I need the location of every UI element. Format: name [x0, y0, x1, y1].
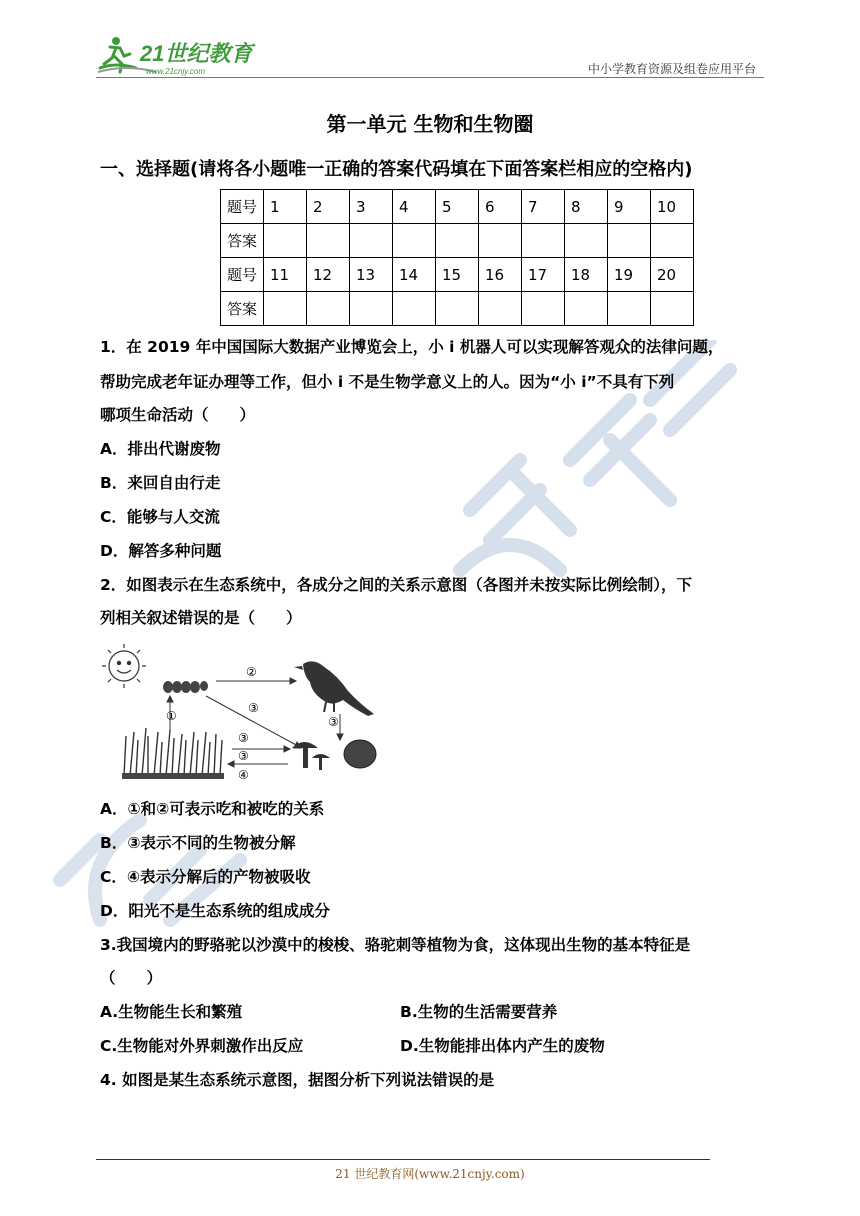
arrowhead	[284, 746, 290, 752]
figure-label: ③	[248, 701, 259, 715]
table-cell: 5	[436, 190, 479, 224]
table-row	[221, 292, 694, 326]
watermark-lower	[40, 760, 280, 960]
footer-text: 21 世纪教育网(www.21cnjy.com)	[335, 1167, 525, 1181]
table-cell: 4	[393, 190, 436, 224]
answer-cell[interactable]	[565, 224, 608, 258]
arrowhead	[337, 734, 343, 740]
row-label: 答案	[221, 224, 264, 258]
q3-stem-line1: 3.我国境内的野骆驼以沙漠中的梭梭、骆驼刺等植物为食，这体现出生物的基本特征是	[100, 936, 691, 954]
table-cell: 14	[393, 258, 436, 292]
table-cell: 19	[608, 258, 651, 292]
q3-option-c: C.生物能对外界刺激作出反应	[100, 1037, 304, 1055]
table-cell: 15	[436, 258, 479, 292]
q1-stem-line3: 哪项生命活动（ ）	[100, 406, 256, 424]
figure-label: ④	[238, 768, 249, 782]
logo-text: 21世纪教育	[140, 41, 253, 66]
q1-option-b: B．来回自由行走	[100, 474, 221, 492]
answer-cell[interactable]	[608, 224, 651, 258]
table-row	[221, 258, 694, 292]
q1-option-a: A．排出代谢废物	[100, 440, 221, 458]
q3-stem-line2: （ ）	[100, 969, 163, 987]
answer-cell[interactable]	[307, 292, 350, 326]
table-cell: 6	[479, 190, 522, 224]
table-cell: 18	[565, 258, 608, 292]
table-cell: 12	[307, 258, 350, 292]
arrowhead	[228, 761, 234, 767]
table-cell: 7	[522, 190, 565, 224]
header-divider	[96, 77, 764, 78]
sun-icon	[102, 644, 146, 688]
bird-icon	[294, 661, 374, 716]
answer-cell[interactable]	[393, 292, 436, 326]
q2-option-d: D．阳光不是生态系统的组成成分	[100, 902, 330, 920]
answer-cell[interactable]	[307, 224, 350, 258]
q3-option-b: B.生物的生活需要营养	[400, 1003, 558, 1021]
ecosystem-figure	[98, 636, 394, 782]
figure-label: ②	[246, 665, 257, 679]
q2-option-a: A．①和②可表示吃和被吃的关系	[100, 800, 325, 818]
figure-label: ③	[238, 749, 249, 763]
table-cell: 8	[565, 190, 608, 224]
table-cell: 11	[264, 258, 307, 292]
table-cell: 16	[479, 258, 522, 292]
decomposer-icon	[344, 740, 376, 768]
footer-divider	[96, 1159, 710, 1160]
table-row	[221, 224, 694, 258]
answer-cell[interactable]	[522, 224, 565, 258]
table-cell: 2	[307, 190, 350, 224]
q4-stem-line1: 4. 如图是某生态系统示意图，据图分析下列说法错误的是	[100, 1071, 495, 1089]
arrowhead	[167, 696, 173, 702]
answer-cell[interactable]	[608, 292, 651, 326]
q1-option-d: D．解答多种问题	[100, 542, 222, 560]
answer-cell[interactable]	[350, 292, 393, 326]
figure-label: ①	[166, 709, 177, 723]
q2-option-c: C．④表示分解后的产物被吸收	[100, 868, 311, 886]
logo	[96, 34, 266, 78]
answer-cell[interactable]	[565, 292, 608, 326]
answer-cell[interactable]	[264, 224, 307, 258]
row-label: 题号	[221, 258, 264, 292]
table-row	[221, 190, 694, 224]
answer-cell[interactable]	[522, 292, 565, 326]
platform-label: 中小学教育资源及组卷应用平台	[587, 62, 756, 76]
q3-option-d: D.生物能排出体内产生的废物	[400, 1037, 605, 1055]
table-cell: 9	[608, 190, 651, 224]
figure-label: ③	[238, 731, 249, 745]
figure-label: ③	[328, 715, 339, 729]
table-cell: 3	[350, 190, 393, 224]
answer-cell[interactable]	[264, 292, 307, 326]
q2-option-b: B．③表示不同的生物被分解	[100, 834, 296, 852]
table-cell: 1	[264, 190, 307, 224]
grass-icon	[122, 728, 224, 776]
logo-url: www.21cnjy.com	[146, 67, 205, 76]
answer-cell[interactable]	[651, 292, 694, 326]
answer-cell[interactable]	[350, 224, 393, 258]
answer-cell[interactable]	[393, 224, 436, 258]
arrowhead	[290, 678, 296, 684]
table-cell: 10	[651, 190, 694, 224]
answer-cell[interactable]	[651, 224, 694, 258]
answer-cell[interactable]	[479, 292, 522, 326]
answer-cell[interactable]	[436, 224, 479, 258]
section-heading: 一、选择题(请将各小题唯一正确的答案代码填在下面答案栏相应的空格内)	[100, 159, 693, 180]
q2-stem-line2: 列相关叙述错误的是（ ）	[100, 609, 302, 627]
answer-cell[interactable]	[436, 292, 479, 326]
table-cell: 17	[522, 258, 565, 292]
answer-table	[220, 189, 694, 326]
q3-option-a: A.生物能生长和繁殖	[100, 1003, 243, 1021]
q2-stem-line1: 2．如图表示在生态系统中，各成分之间的关系示意图（各图并未按实际比例绘制），下	[100, 576, 693, 594]
row-label: 答案	[221, 292, 264, 326]
q1-stem-line2: 帮助完成老年证办理等工作，但小 i 不是生物学意义上的人。因为“小 i”不具有下列	[100, 373, 675, 391]
q1-option-c: C．能够与人交流	[100, 508, 220, 526]
row-label: 题号	[221, 190, 264, 224]
q1-stem-line1: 1．在 2019 年中国国际大数据产业博览会上，小 i 机器人可以实现解答观众的法律问题，	[100, 338, 724, 356]
page-title: 第一单元 生物和生物圈	[326, 112, 534, 136]
table-cell: 20	[651, 258, 694, 292]
caterpillar-icon	[163, 681, 208, 693]
answer-cell[interactable]	[479, 224, 522, 258]
table-cell: 13	[350, 258, 393, 292]
